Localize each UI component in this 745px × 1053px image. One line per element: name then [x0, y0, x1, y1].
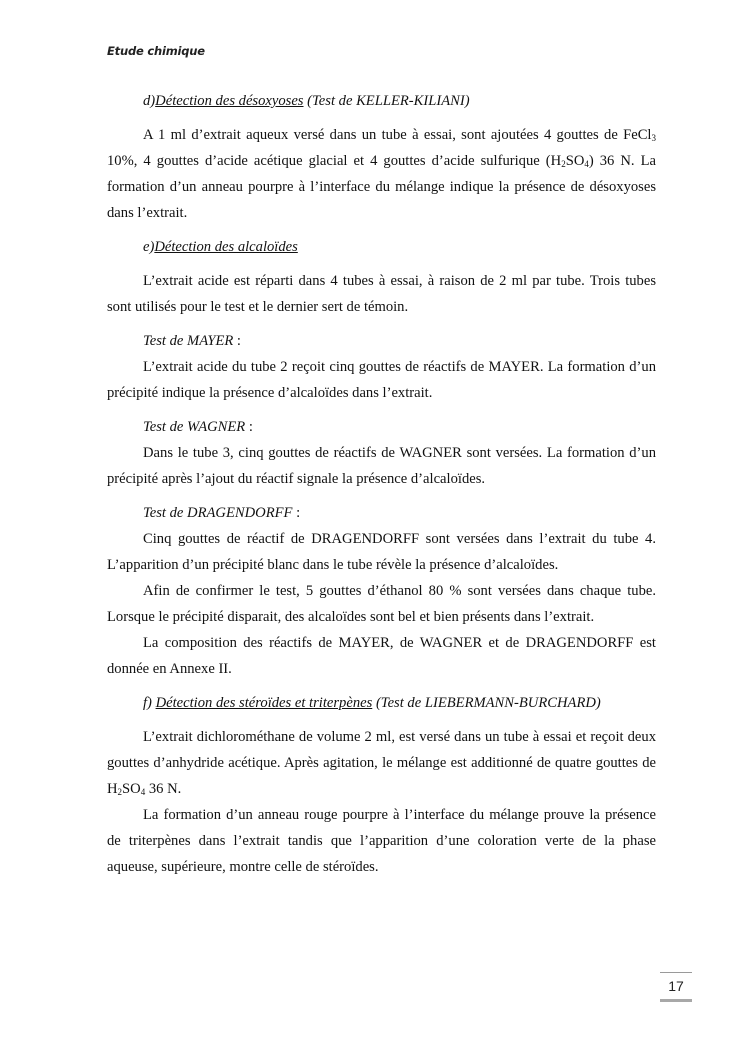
section-f-test-name: (Test de LIEBERMANN-BURCHARD): [375, 695, 601, 711]
text-run: L’extrait dichlorométhane de volume 2 ml, est versé dans un tube à essai et reçoit deux gouttes d’anhydride acétique. Après agitation, le mélange est additionné de quatre gouttes de H: [107, 729, 656, 797]
mayer-test-label: [107, 328, 656, 354]
section-f-heading: [107, 690, 656, 716]
subscript: 3: [651, 133, 656, 143]
section-e-prefix: e): [143, 239, 155, 255]
document-body: [107, 88, 656, 880]
page-number: 17: [660, 972, 692, 1002]
section-e-heading: [107, 234, 656, 260]
subscript: 4: [584, 159, 589, 169]
text-run: 36 N.: [145, 781, 182, 797]
text-run: 10%, 4 gouttes d’acide acétique glacial et 4 gouttes d’acide sulfurique (H: [107, 153, 562, 169]
text-run: SO: [565, 153, 585, 169]
subscript: 4: [140, 787, 146, 797]
dragendorff-test-text: Cinq gouttes de réactif de DRAGENDORFF sont versées dans l’extrait du tube 4. L’apparition d’un précipité blanc dans le tube révèle la présence d’alcaloïdes.: [107, 531, 656, 573]
test-label-text: Test de WAGNER: [143, 419, 246, 435]
section-d-prefix: d): [143, 93, 156, 109]
test-label-text: Test de MAYER: [143, 333, 234, 349]
text-run: ) 36 N. La formation d’un anneau pourpre à l’interface du mélange indique la présence de désoxyoses dans l’extrait.: [107, 153, 656, 221]
section-d-heading: [107, 88, 656, 114]
section-d-test-name: (Test de KELLER-KILIANI): [307, 93, 470, 109]
confirm-text: Afin de confirmer le test, 5 gouttes d’éthanol 80 % sont versées dans chaque tube. Lorsque le précipité disparait, des alcaloïdes sont bel et bien présents dans l’extrait.: [107, 583, 656, 625]
section-f-prefix: f): [143, 695, 152, 711]
mayer-test-text: L’extrait acide du tube 2 reçoit cinq gouttes de réactifs de MAYER. La formation d’un précipité indique la présence d’alcaloïdes dans l’extrait.: [107, 359, 656, 401]
text-run: A 1 ml d’extrait aqueux versé dans un tube à essai, sont ajoutées 4 gouttes de FeCl: [143, 127, 652, 143]
colon: :: [233, 333, 241, 349]
dragendorff-test-label: [107, 500, 656, 526]
section-e-intro: L’extrait acide est réparti dans 4 tubes à essai, à raison de 2 ml par tube. Trois tubes sont utilisés pour le test et le dernier sert de témoin.: [107, 273, 656, 315]
section-f-title: Détection des stéroïdes et triterpènes: [155, 695, 373, 711]
annex-text: La composition des réactifs de MAYER, de WAGNER et de DRAGENDORFF est donnée en Annexe II.: [107, 635, 656, 677]
section-d-title: Détection des désoxyoses: [155, 93, 304, 109]
colon: :: [245, 419, 253, 435]
section-e-title: Détection des alcaloïdes: [154, 239, 298, 255]
running-header: Etude chimique: [107, 44, 205, 58]
colon: :: [292, 505, 301, 521]
subscript: 2: [561, 159, 566, 169]
wagner-test-label: [107, 414, 656, 440]
section-d-paragraph: [107, 122, 656, 226]
section-f-paragraph-2: La formation d’un anneau rouge pourpre à l’interface du mélange prouve la présence de triterpènes dans l’extrait tandis que l’apparition d’une coloration verte de la phase aqueuse, supérieure, montre celle de stéroïdes.: [107, 807, 656, 875]
section-f-paragraph-1: [107, 724, 656, 802]
text-run: SO: [122, 781, 141, 797]
subscript: 2: [117, 787, 123, 797]
wagner-test-text: Dans le tube 3, cinq gouttes de réactifs de WAGNER sont versées. La formation d’un précipité après l’ajout du réactif signale la présence d’alcaloïdes.: [107, 445, 656, 487]
test-label-text: Test de DRAGENDORFF: [143, 505, 293, 521]
